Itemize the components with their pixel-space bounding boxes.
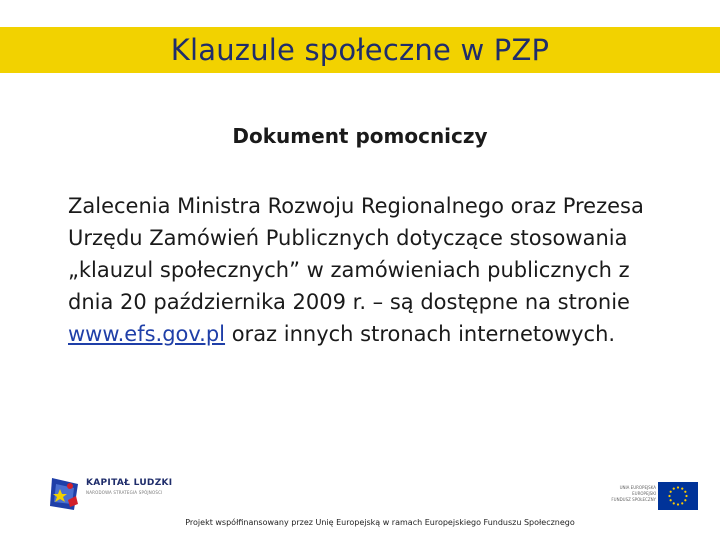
- eu-star-icon: [670, 491, 672, 493]
- eu-logo-line2: EUROPEJSKI: [632, 491, 656, 496]
- eu-star-icon: [673, 488, 675, 490]
- kapital-ludzki-text: [86, 478, 172, 495]
- eu-logo-line3: FUNDUSZ SPOŁECZNY: [611, 497, 656, 502]
- slide-title: Klauzule społeczne w PZP: [170, 33, 550, 67]
- title-bar: [0, 27, 720, 73]
- slide-subtitle: Dokument pomocniczy: [232, 124, 488, 148]
- body-paragraph: [68, 190, 668, 350]
- eu-star-icon: [673, 502, 675, 504]
- eu-star-icon: [677, 486, 679, 488]
- eu-star-icon: [670, 499, 672, 501]
- eu-star-icon: [684, 491, 686, 493]
- eu-star-icon: [685, 495, 687, 497]
- kapital-ludzki-subtitle: NARODOWA STRATEGIA SPÓJNOŚCI: [86, 490, 163, 495]
- eu-efs-logo: [600, 482, 700, 514]
- eu-logo-line1: UNIA EUROPEJSKA: [619, 485, 656, 490]
- body-text-start: Zalecenia Ministra Rozwoju Regionalnego oraz Prezesa Urzędu Zamówień Publicznych dotyczące stosowania „klauzul społecznych” w zamówieniach publicznych z dnia 20 października 2009 r. – są dostępne na stronie: [68, 194, 644, 314]
- eu-flag-icon: [658, 482, 698, 510]
- kapital-ludzki-name: KAPITAŁ LUDZKI: [86, 478, 173, 488]
- eu-star-icon: [677, 503, 679, 505]
- footer-caption: Projekt współfinansowany przez Unię Europejską w ramach Europejskiego Funduszu Społecznego: [185, 518, 575, 527]
- efs-link[interactable]: www.efs.gov.pl: [68, 322, 226, 346]
- kapital-ludzki-logo: [48, 470, 198, 520]
- eu-star-icon: [681, 488, 683, 490]
- kapital-ludzki-emblem-icon: [48, 474, 84, 514]
- body-text-end: oraz innych stronach internetowych.: [225, 322, 616, 346]
- eu-star-icon: [668, 495, 670, 497]
- eu-star-icon: [681, 502, 683, 504]
- eu-star-icon: [684, 499, 686, 501]
- eu-logo-text: [600, 485, 656, 503]
